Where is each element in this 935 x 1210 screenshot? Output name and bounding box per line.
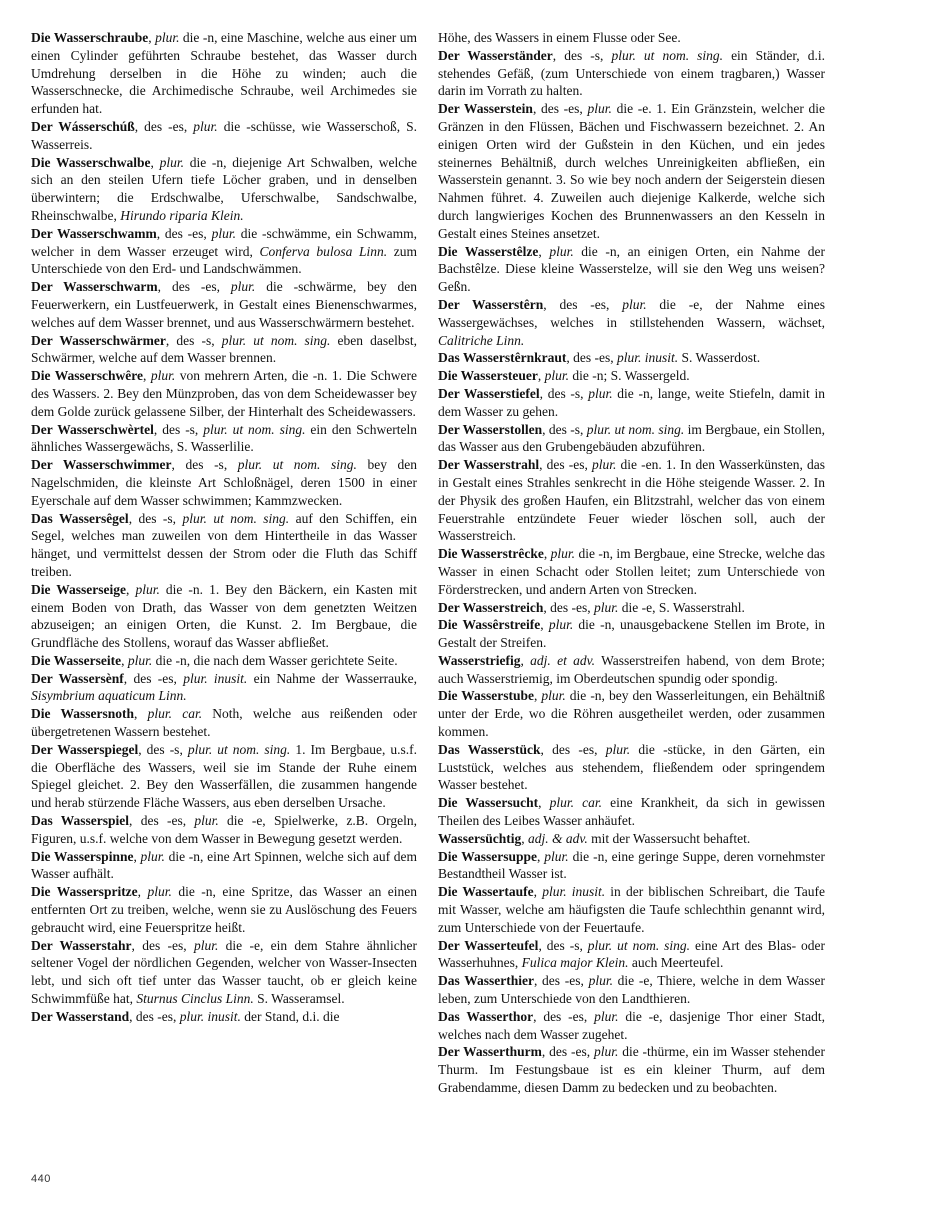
entry-text: im Bergbaue, ein Stollen, das Wasser aus den Grubengebäuden abzuführen. bbox=[438, 421, 825, 455]
entry-text: des -es, bbox=[550, 599, 594, 615]
entry-text: mit der Wassersucht behaftet. bbox=[587, 830, 751, 846]
headword: Die Wassêrstreife bbox=[438, 617, 541, 633]
headword: Der Wasserteufel bbox=[438, 937, 539, 953]
latin-name: Conferva bulosa Linn. bbox=[259, 243, 388, 259]
separator: , bbox=[131, 937, 143, 953]
headword: Die Wassersteuer bbox=[438, 368, 538, 384]
entry-text: der Stand, d.i. die bbox=[240, 1008, 340, 1024]
entry-text: 1. Im Bergbaue, u.s.f. die Oberfläche des Wassers, weil sie im Stande der Ruhe einem Spiegel gleichet. 2. Bey den Wasserfällen, die zusammen hangende und herab stürzende Fläche Wassers, aus eben derselben Ursache. bbox=[31, 741, 418, 811]
grammar-note: plur. ut nom. sing. bbox=[221, 332, 331, 348]
grammar-note: plur. bbox=[155, 30, 180, 45]
entry-text: des -s, bbox=[138, 510, 183, 526]
entry-text: die -n, lange, weite Stiefeln, damit in dem Wasser zu gehen. bbox=[438, 385, 825, 419]
dictionary-entry bbox=[438, 972, 825, 1008]
headword: Die Wasserschwalbe bbox=[31, 154, 151, 170]
entry-text: des -s, bbox=[162, 421, 204, 437]
grammar-note: plur. ut nom. sing. bbox=[587, 937, 691, 953]
entry-text: ein den Schwerteln ähnliches Wassergewächs, S. Wasserlilie. bbox=[31, 421, 418, 455]
dictionary-entry bbox=[438, 741, 825, 794]
grammar-note: plur. bbox=[140, 848, 165, 864]
entry-text: bey den Nagelschmiden, die kleinste Art Schloßnägel, deren 1500 in einer Eyerschale auf dem Wasser schwimmen; Kammzwecken. bbox=[31, 457, 418, 508]
entry-text: des -es, bbox=[541, 101, 588, 117]
dictionary-entry bbox=[31, 29, 417, 118]
entry-text: die -n, an einigen Orten, ein Nahme der Bachstêlze. Diese kleine Wasserstelze, will sie den Weg uns weisen? Geßn. bbox=[438, 243, 825, 295]
headword: Die Wassersnoth bbox=[31, 706, 134, 722]
grammar-note: plur. inusit. bbox=[617, 350, 679, 366]
entry-text: eine Krankheit, da sich in gewissen Theilen des Leibes Wasser anhäufet. bbox=[438, 795, 825, 829]
grammar-note: plur. bbox=[622, 296, 647, 312]
dictionary-entry bbox=[31, 118, 417, 154]
entry-text: eine Art des Blas- oder Wasserhuhnes, bbox=[438, 937, 826, 971]
entry-text: des -es, bbox=[133, 670, 184, 686]
headword: Die Wasserstêlze bbox=[438, 243, 539, 259]
headword: Die Wasserseige bbox=[31, 581, 127, 597]
grammar-note: plur. bbox=[193, 118, 218, 134]
dictionary-entry bbox=[438, 29, 825, 47]
separator: , bbox=[537, 368, 545, 384]
dictionary-entry bbox=[438, 421, 825, 457]
entry-text: des -es, bbox=[140, 813, 195, 829]
grammar-note: plur. bbox=[541, 688, 566, 704]
entry-text: die -schwärme, bey den Feuerwerkern, ein Lustfeuerwerk, in Gestalt eines Bienenschwarmes, welches auf dem Wasser brennet, und aus Wasserschwärmern bestehet. bbox=[31, 279, 418, 330]
entry-text: auf den Schiffen, ein Segel, welches man zuweilen von dem Hintertheile in das Wasser hänget, und vermittelst dessen der Strom oder die Fluth das Schiff treiben. bbox=[31, 510, 418, 579]
dictionary-entry bbox=[31, 510, 417, 581]
dictionary-entry bbox=[31, 278, 417, 331]
entry-text: die -n, eine Spritze, das Wasser an einen entfernten Ort zu treiben, welche, wenn sie zu Auslöschung des Feuers gebraucht wird, eine Feuerspritze heißt. bbox=[31, 884, 418, 935]
grammar-note: plur. bbox=[593, 599, 619, 615]
separator: , bbox=[171, 457, 186, 473]
dictionary-entry bbox=[31, 332, 417, 368]
separator: , bbox=[123, 670, 134, 686]
entry-text: die -stücke, in den Gärten, ein Luststück, welches aus stehendem, fließendem oder springendem Wasser bestehet. bbox=[438, 741, 826, 793]
grammar-note: plur. bbox=[230, 279, 256, 295]
dictionary-entry bbox=[31, 812, 417, 848]
separator: , bbox=[129, 1008, 136, 1024]
separator: , bbox=[533, 973, 543, 989]
headword: Der Wasserthurm bbox=[438, 1044, 542, 1060]
grammar-note: plur. ut nom. sing. bbox=[237, 457, 357, 473]
grammar-note: plur. inusit. bbox=[542, 884, 606, 900]
grammar-note: plur. ut nom. sing. bbox=[586, 421, 685, 437]
entry-text: Höhe, des Wassers in einem Flusse oder See. bbox=[438, 30, 681, 45]
grammar-note: plur. bbox=[588, 385, 613, 401]
entry-text: die -n, eine Maschine, welche aus einer um einen Cylinder geführten Schraube bestehet, das Wasser durch Umdrehung derselben in die Höhe zu winden; auch die Wasserschnecke, die Archimedische Schraube, weil Archimedes sie erfunden hat. bbox=[31, 30, 418, 117]
entry-text: des -s, bbox=[548, 421, 587, 437]
grammar-note: plur. bbox=[159, 154, 184, 170]
dictionary-entry bbox=[438, 1008, 825, 1044]
latin-name: Sisymbrium aquaticum Linn. bbox=[31, 688, 187, 704]
grammar-note: plur. bbox=[550, 546, 576, 562]
separator: , bbox=[165, 332, 177, 348]
headword: Der Wasserstêrn bbox=[438, 296, 544, 312]
separator: , bbox=[539, 457, 547, 473]
entry-text: die -n, diejenige Art Schwalben, welche sich an den steilen Ufern tiefe Löcher graben, und in denselben überwintern; die Erdschwalbe, Uferschwalbe, Sandschwalbe, Rheinschwalbe, bbox=[31, 154, 418, 223]
headword: Der Wasserstahr bbox=[31, 937, 132, 953]
right-column bbox=[438, 29, 825, 1097]
grammar-note: plur. bbox=[135, 581, 160, 597]
headword: Die Wassersuppe bbox=[438, 848, 537, 864]
grammar-note: plur. car. bbox=[147, 706, 203, 722]
dictionary-entry bbox=[438, 794, 825, 830]
separator: , bbox=[543, 599, 551, 615]
entry-text: des -es, bbox=[135, 1008, 180, 1024]
latin-name: Sturnus Cinclus Linn. bbox=[136, 991, 254, 1007]
dictionary-entry bbox=[438, 1043, 825, 1096]
headword: Das Wassersêgel bbox=[31, 510, 129, 526]
grammar-note: plur. bbox=[605, 741, 631, 757]
separator: , bbox=[133, 848, 141, 864]
separator: , bbox=[150, 154, 160, 170]
grammar-note: plur. bbox=[211, 225, 236, 241]
separator: , bbox=[538, 937, 547, 953]
entry-text: die -schwämme, ein Schwamm, welcher in dem Wasser erzeuget wird, bbox=[31, 225, 417, 259]
headword: Die Wasserseite bbox=[31, 652, 122, 668]
dictionary-entry bbox=[438, 100, 825, 242]
separator: , bbox=[129, 813, 141, 829]
headword: Der Wasserstein bbox=[438, 101, 533, 117]
headword: Die Wasserspritze bbox=[31, 884, 138, 900]
grammar-note: plur. bbox=[588, 973, 613, 989]
dictionary-entry bbox=[438, 385, 825, 421]
dictionary-entry bbox=[31, 1008, 417, 1026]
grammar-note: plur. bbox=[544, 368, 569, 384]
dictionary-entry bbox=[31, 367, 417, 420]
dictionary-entry bbox=[31, 652, 417, 670]
dictionary-entry bbox=[438, 243, 825, 296]
separator: , bbox=[542, 421, 549, 437]
grammar-note: plur. ut nom. sing. bbox=[182, 510, 290, 526]
entry-text: des -es, bbox=[164, 225, 212, 241]
grammar-note: adj. et adv. bbox=[530, 652, 596, 668]
entry-text: des -es, bbox=[552, 741, 606, 757]
headword: Der Wasserschwèrtel bbox=[31, 421, 154, 437]
headword: Der Wasserstand bbox=[31, 1008, 130, 1024]
entry-text: die -n, im Bergbaue, eine Strecke, welche das Wasser in einen Schacht oder Stollen leitet; zum Unterschiede von Förderstrecken, und andern Arten von Strecken. bbox=[438, 546, 825, 597]
entry-text: die -e, Thiere, welche in dem Wasser leben, zum Unterschiede von den Landthieren. bbox=[438, 973, 825, 1007]
headword: Die Wassersucht bbox=[438, 795, 539, 811]
entry-text: die -n; S. Wassergeld. bbox=[569, 368, 690, 384]
dictionary-entry bbox=[438, 652, 825, 688]
separator: , bbox=[540, 617, 549, 633]
headword: Das Wasserstêrnkraut bbox=[438, 350, 567, 366]
grammar-note: adj. & adv. bbox=[528, 830, 588, 846]
entry-text: des -es, bbox=[573, 350, 618, 366]
entry-text: ein Ständer, d.i. stehendes Gefäß, (zum Unterschiede von einem tragbaren,) Wasser darin im Vorrath zu halten. bbox=[438, 47, 825, 99]
dictionary-entry bbox=[31, 705, 417, 741]
dictionary-entry bbox=[438, 47, 825, 100]
headword: Der Wasserstreich bbox=[438, 599, 544, 615]
entry-text: des -es, bbox=[542, 973, 589, 989]
entry-text: die -e, Spielwerke, z.B. Orgeln, Figuren, u.s.f. welche von dem Wasser in Bewegung gesetzt werden. bbox=[31, 813, 417, 846]
entry-text: Noth, welche aus reißenden oder übergetretenen Wassern bestehet. bbox=[31, 706, 417, 740]
headword: Der Wasserständer bbox=[438, 47, 553, 63]
entry-text: die -e. 1. Ein Gränzstein, welcher die Gränzen in den Flüssen, Bächen und Fischwassern bezeichnet. 2. An einigen Orten wird der Gußstein in den Küchen, und ein jedes steinernes Behältniß, durch welches Unreinigkeiten abfließen, ein Wasserstein genannt. 3. So wie bey noch andern der Seigerstein diesen Nahmen führet. 4. Zuweilen auch diejenige Kalkerde, welche sich durch langwieriges Kochen des Brunnenwassers an den Kesseln in Gestalt eines Steines ansetzet. bbox=[438, 101, 825, 241]
separator: , bbox=[552, 47, 565, 63]
headword: Wasserstriefig bbox=[438, 652, 521, 668]
entry-text: in der biblischen Schreibart, die Taufe mit Wasser, welche am häufigsten die Taufe schlechthin genannt wird, zum Unterschiede von der Feuertaufe. bbox=[438, 884, 825, 935]
entry-text: zum Unterschiede von den Erd- und Landschwämmen. bbox=[31, 243, 417, 277]
dictionary-entry bbox=[31, 154, 417, 225]
grammar-note: plur. bbox=[147, 884, 172, 900]
entry-text: die -e, der Nahme eines Wassergewächses, welches in stillstehenden Wassern, wächset, bbox=[438, 296, 825, 330]
entry-text: des -es, bbox=[171, 279, 231, 295]
headword: Das Wasserstück bbox=[438, 741, 541, 757]
separator: , bbox=[538, 795, 550, 811]
separator: , bbox=[134, 118, 145, 134]
dictionary-entry bbox=[438, 296, 825, 349]
entry-text: auch Meerteufel. bbox=[628, 955, 724, 971]
entry-text: die -en. 1. In den Wasserkünsten, das in Gestalt eines Strahles senkrecht in die Höhe steigende Wasser. 2. In der Physik des großen Haufen, ein Blitzstrahl, welcher das von einem Feuerstrahle entzündete Feuer wieder löschen soll, auch der Wasserstreich. bbox=[438, 457, 825, 544]
headword: Der Wasserspiegel bbox=[31, 741, 139, 757]
entry-text: des -es, bbox=[546, 457, 592, 473]
entry-text: von mehrern Arten, die -n. 1. Die Schwere des Wassers. 2. Bey den Münzproben, das von dem Scheidewasser bey dem Golde zurück gelassene Silber, der Hinterhalt des Scheidewassers. bbox=[31, 368, 418, 419]
separator: , bbox=[156, 225, 165, 241]
dictionary-entry bbox=[438, 349, 825, 367]
separator: , bbox=[128, 510, 139, 526]
entry-text: des -s, bbox=[146, 741, 188, 757]
entry-text: des -es, bbox=[543, 1008, 595, 1024]
separator: , bbox=[543, 546, 551, 562]
dictionary-entry bbox=[438, 545, 825, 598]
dictionary-entry bbox=[438, 687, 825, 740]
grammar-note: plur. bbox=[587, 101, 612, 117]
headword: Die Wasserschwêre bbox=[31, 368, 143, 384]
dictionary-entry bbox=[31, 225, 417, 278]
grammar-note: plur. ut nom. sing. bbox=[187, 741, 291, 757]
separator: , bbox=[540, 741, 553, 757]
separator: , bbox=[121, 652, 128, 668]
separator: , bbox=[539, 385, 548, 401]
entry-text: die -n. 1. Bey den Bäckern, ein Kasten mit einem Boden von Drath, das Wasser von dem genetzten Weitzen abzuseigen; an einigen Orten, die Kunst. 2. Im Bergbaue, die Grundfläche des Stollens, worauf das Wasser abfließet. bbox=[31, 581, 418, 651]
dictionary-entry bbox=[31, 848, 417, 884]
grammar-note: plur. ut nom. sing. bbox=[611, 47, 724, 63]
headword: Der Wasserschwärmer bbox=[31, 332, 166, 348]
left-column bbox=[31, 29, 417, 1026]
separator: , bbox=[543, 296, 560, 312]
entry-text: die -n, eine geringe Suppe, deren vornehmster Bestandtheil Wasser ist. bbox=[438, 848, 825, 882]
latin-name: Hirundo riparia Klein. bbox=[120, 207, 244, 223]
dictionary-entry bbox=[438, 937, 825, 973]
grammar-note: plur. bbox=[127, 652, 153, 668]
entry-text: die -e, ein dem Stahre ähnlicher seltener Vogel der nördlichen Gegenden, welcher von Wasser-Insecten lebt, und sich oft tief unter das Wasser taucht, ob er gleich keine Schwimmfüße hat, bbox=[31, 937, 417, 1007]
headword: Wassersüchtig bbox=[438, 830, 522, 846]
headword: Das Wasserspiel bbox=[31, 813, 130, 829]
entry-text: die -e, dasjenige Thor einer Stadt, welches nach dem Wasser zugehet. bbox=[438, 1008, 825, 1042]
grammar-note: plur. bbox=[544, 848, 569, 864]
separator: , bbox=[538, 243, 550, 259]
entry-text: die -n, die nach dem Wasser gerichtete Seite. bbox=[152, 652, 398, 668]
separator: , bbox=[533, 884, 543, 900]
grammar-note: plur. inusit. bbox=[179, 1008, 241, 1024]
entry-text: des -s, bbox=[564, 47, 612, 63]
entry-text: die -n, unausgebackene Stellen im Brote, in Gestalt der Streifen. bbox=[438, 617, 825, 651]
separator: , bbox=[126, 581, 136, 597]
entry-text: des -s, bbox=[547, 385, 589, 401]
entry-text: des -s, bbox=[546, 937, 588, 953]
entry-text: des -es, bbox=[142, 937, 194, 953]
grammar-note: plur. inusit. bbox=[183, 670, 248, 686]
dictionary-entry bbox=[438, 883, 825, 936]
dictionary-entry bbox=[31, 937, 417, 1008]
grammar-note: plur. bbox=[194, 813, 219, 829]
separator: , bbox=[536, 848, 545, 864]
separator: , bbox=[137, 884, 148, 900]
dictionary-entry bbox=[31, 581, 417, 652]
headword: Die Wassertaufe bbox=[438, 884, 534, 900]
dictionary-entry bbox=[438, 367, 825, 385]
grammar-note: plur. bbox=[150, 368, 176, 384]
headword: Der Wasserschwamm bbox=[31, 225, 157, 241]
latin-name: Fulica major Klein. bbox=[521, 955, 629, 971]
headword: Der Wassersènf bbox=[31, 670, 124, 686]
grammar-note: plur. bbox=[549, 243, 574, 259]
separator: , bbox=[153, 421, 163, 437]
dictionary-entry bbox=[438, 456, 825, 545]
entry-text: S. Wasserdost. bbox=[678, 350, 761, 366]
latin-name: Calitriche Linn. bbox=[438, 332, 525, 348]
headword: Die Wasserstrêcke bbox=[438, 546, 544, 562]
dictionary-entry bbox=[438, 616, 825, 652]
entry-text: die -n, eine Art Spinnen, welche sich auf dem Wasser aufhält. bbox=[31, 848, 417, 882]
entry-text: des -es, bbox=[144, 118, 194, 134]
dictionary-entry bbox=[31, 421, 417, 457]
entry-text: die -n, bey den Wasserleitungen, ein Behältniß unter der Erde, wo die Röhren ausgetheilet werden, oder zusammen kommen. bbox=[438, 688, 825, 740]
headword: Der Wasserstrahl bbox=[438, 457, 540, 473]
separator: , bbox=[534, 688, 542, 704]
grammar-note: plur. car. bbox=[549, 795, 602, 811]
separator: , bbox=[133, 706, 148, 722]
entry-text: ein Nahme der Wasserrauke, bbox=[247, 670, 417, 686]
entry-text: Wasserstreifen habend, von dem Brote; auch Wasserstriemig, im Oberdeutschen spundig oder spondig. bbox=[438, 652, 826, 686]
headword: Das Wasserthier bbox=[438, 973, 534, 989]
headword: Die Wasserspinne bbox=[31, 848, 134, 864]
entry-text: die -e, S. Wasserstrahl. bbox=[618, 599, 745, 615]
headword: Der Wasserstiefel bbox=[438, 385, 540, 401]
separator: , bbox=[521, 830, 529, 846]
entry-text: die -thürme, ein im Wasser stehender Thurm. Im Festungsbaue ist es ein kleiner Thurm, auf dem Grabendamme, diesen Damm zu bedecken und zu beobachten. bbox=[438, 1044, 825, 1096]
entry-text: S. Wasseramsel. bbox=[253, 991, 345, 1007]
page-number: 440 bbox=[31, 1173, 51, 1185]
separator: , bbox=[566, 350, 574, 366]
dictionary-entry bbox=[31, 670, 417, 706]
entry-text: die -schüsse, wie Wasserschoß, S. Wasserreis. bbox=[31, 118, 417, 152]
grammar-note: plur. bbox=[594, 1008, 619, 1024]
separator: , bbox=[532, 101, 541, 117]
separator: , bbox=[541, 1044, 550, 1060]
headword: Der Wasserschwimmer bbox=[31, 457, 172, 473]
separator: , bbox=[138, 741, 147, 757]
entry-text: eben daselbst, Schwärmer, welche auf dem Wasser brennen. bbox=[31, 332, 418, 366]
separator: , bbox=[148, 30, 156, 45]
dictionary-entry bbox=[31, 883, 417, 936]
separator: , bbox=[157, 279, 172, 295]
dictionary-entry bbox=[31, 741, 417, 812]
dictionary-entry bbox=[438, 599, 825, 617]
headword: Die Wasserstube bbox=[438, 688, 535, 704]
headword: Die Wasserschraube bbox=[31, 30, 149, 45]
separator: , bbox=[520, 652, 531, 668]
headword: Der Wasserstollen bbox=[438, 421, 543, 437]
entry-text: des -es, bbox=[549, 1044, 594, 1060]
separator: , bbox=[142, 368, 151, 384]
grammar-note: plur. bbox=[591, 457, 617, 473]
grammar-note: plur. bbox=[548, 617, 574, 633]
headword: Der Wásserschúß bbox=[31, 118, 135, 134]
dictionary-entry bbox=[438, 830, 825, 848]
grammar-note: plur. ut nom. sing. bbox=[203, 421, 306, 437]
dictionary-entry bbox=[31, 456, 417, 509]
dictionary-entry bbox=[438, 848, 825, 884]
entry-text: des -s, bbox=[185, 457, 238, 473]
entry-text: des -s, bbox=[176, 332, 222, 348]
grammar-note: plur. bbox=[193, 937, 219, 953]
entry-text: des -es, bbox=[559, 296, 623, 312]
headword: Das Wasserthor bbox=[438, 1008, 534, 1024]
separator: , bbox=[533, 1008, 544, 1024]
headword: Der Wasserschwarm bbox=[31, 279, 158, 295]
grammar-note: plur. bbox=[593, 1044, 619, 1060]
